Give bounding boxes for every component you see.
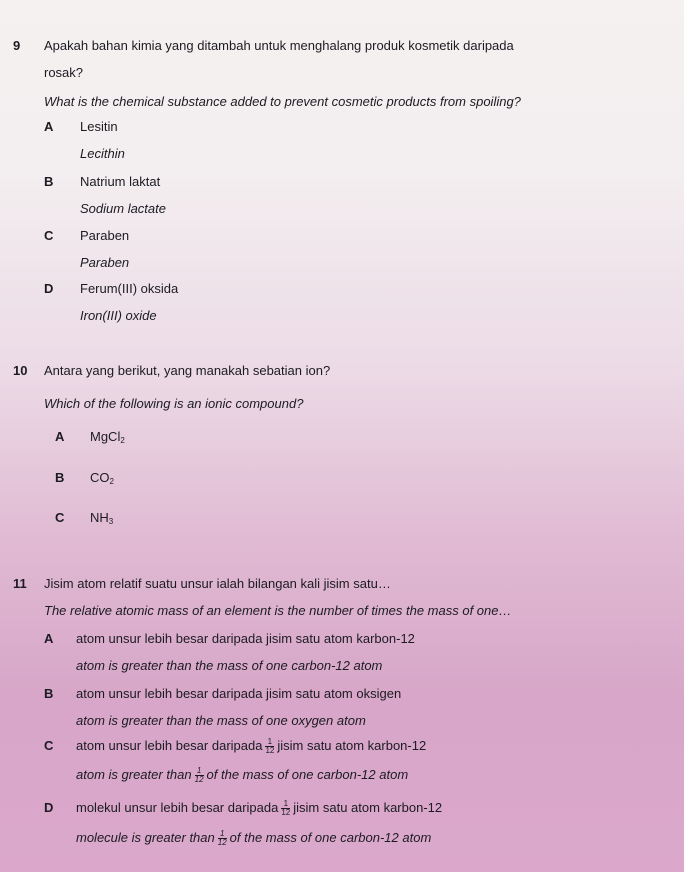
q9-option-a-ms: Lesitin <box>80 119 118 134</box>
q9-option-d-en: Iron(III) oxide <box>80 308 157 323</box>
q9-option-b-en: Sodium lactate <box>80 201 166 216</box>
q11-option-d-en: molecule is greater than $\frac{1}{12}$ of the mass of one carbon-12 atom <box>76 829 432 848</box>
q11-stem-en: The relative atomic mass of an element is the number of times the mass of one… <box>44 603 512 618</box>
q10-option-b-letter: B <box>55 470 65 485</box>
q10-option-a-formula: MgCl$_2$ <box>90 429 125 445</box>
q11-option-a-ms: atom unsur lebih besar daripada jisim satu atom karbon-12 <box>76 631 415 646</box>
q10-option-c-letter: C <box>55 510 65 525</box>
q9-option-b-letter: B <box>44 174 54 189</box>
fraction-one-twelfth: $\frac{1}{12}$ <box>217 829 227 848</box>
q11-option-b-ms: atom unsur lebih besar daripada jisim satu atom oksigen <box>76 686 402 701</box>
q10-option-a-letter: A <box>55 429 65 444</box>
q9-number: 9 <box>13 38 21 53</box>
q11-option-c-en: atom is greater than $\frac{1}{12}$ of the mass of one carbon-12 atom <box>76 766 409 785</box>
q10-number: 10 <box>13 363 28 378</box>
q9-option-d-ms: Ferum(III) oksida <box>80 281 179 296</box>
q9-stem-ms-line1: Apakah bahan kimia yang ditambah untuk menghalang produk kosmetik daripada <box>44 38 514 53</box>
q10-stem-en: Which of the following is an ionic compound? <box>44 396 304 411</box>
q10-option-b-formula: $CO_2$ <box>90 470 114 486</box>
q9-option-c-letter: C <box>44 228 54 243</box>
q11-option-b-en: atom is greater than the mass of one oxygen atom <box>76 713 366 728</box>
q11-option-b-letter: B <box>44 686 54 701</box>
q10-stem-ms: Antara yang berikut, yang manakah sebatian ion? <box>44 363 331 378</box>
q11-option-c-ms: atom unsur lebih besar daripada $\frac{1}{12}$ jisim satu atom karbon-12 <box>76 737 427 756</box>
q11-option-d-ms: molekul unsur lebih besar daripada $\frac{1}{12}$ jisim satu atom karbon-12 <box>76 799 443 818</box>
q9-stem-en: What is the chemical substance added to prevent cosmetic products from spoiling? <box>44 94 521 109</box>
q11-option-a-en: atom is greater than the mass of one carbon-12 atom <box>76 658 383 673</box>
q11-option-d-letter: D <box>44 800 54 815</box>
q9-option-a-letter: A <box>44 119 54 134</box>
q11-stem-ms: Jisim atom relatif suatu unsur ialah bilangan kali jisim satu… <box>44 576 391 591</box>
q9-option-c-ms: Paraben <box>80 228 130 243</box>
fraction-one-twelfth: $\frac{1}{12}$ <box>194 766 204 785</box>
q9-option-a-en: Lecithin <box>80 146 125 161</box>
q9-option-b-ms: Natrium laktat <box>80 174 161 189</box>
fraction-one-twelfth: $\frac{1}{12}$ <box>265 737 275 756</box>
q11-option-a-letter: A <box>44 631 54 646</box>
q9-stem-ms-line2: rosak? <box>44 65 84 80</box>
q11-option-c-letter: C <box>44 738 54 753</box>
q11-number: 11 <box>13 576 27 591</box>
q10-option-c-formula: $NH_3$ <box>90 510 114 526</box>
q9-option-d-letter: D <box>44 281 54 296</box>
q9-option-c-en: Paraben <box>80 255 130 270</box>
fraction-one-twelfth: $\frac{1}{12}$ <box>281 799 291 818</box>
